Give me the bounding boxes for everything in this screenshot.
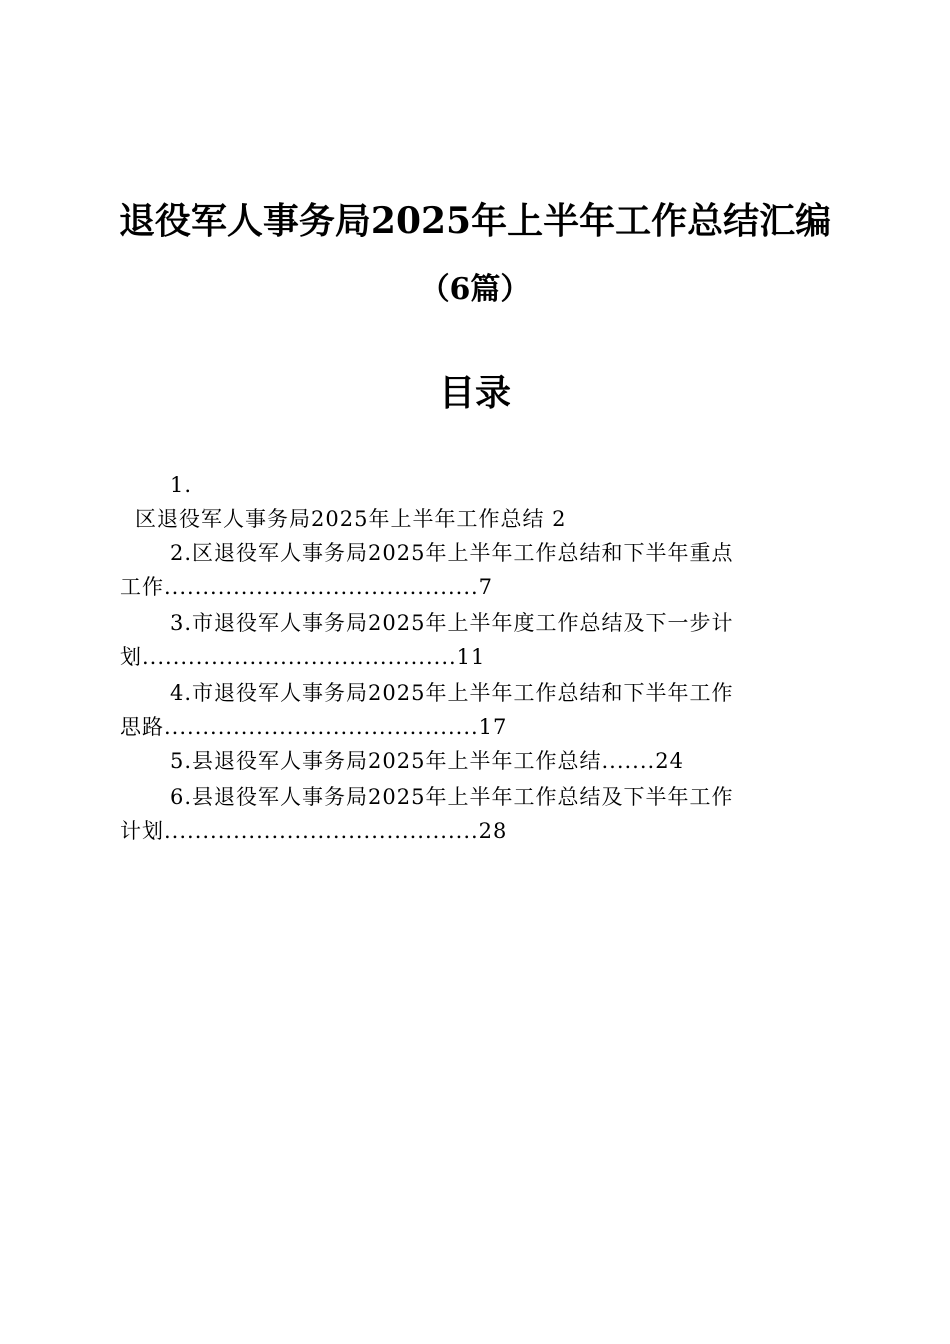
toc-entry-4-line-1[interactable]: 4.市退役军人事务局2025年上半年工作总结和下半年工作 [170,681,734,705]
document-subtitle: （6篇） [419,272,531,307]
toc-entry-6-line-1[interactable]: 6.县退役军人事务局2025年上半年工作总结及下半年工作 [170,785,734,809]
toc-entry-5[interactable]: 5.县退役军人事务局2025年上半年工作总结.......24 [170,749,684,773]
toc-heading: 目录 [438,372,511,414]
toc-entry-2-line-1[interactable]: 2.区退役军人事务局2025年上半年工作总结和下半年重点 [170,541,734,565]
toc-entry-3-line-1[interactable]: 3.市退役军人事务局2025年上半年度工作总结及下一步计 [170,611,734,635]
document-title: 退役军人事务局2025年上半年工作总结汇编 [118,200,832,242]
toc-entry-6-line-2[interactable]: 计划.........................................28 [120,819,508,843]
toc-entry-2-line-2[interactable]: 工作.........................................7 [120,575,494,599]
toc-entry-1-number[interactable]: 1. [170,473,193,497]
toc-entry-1-text[interactable]: 区退役军人事务局2025年上半年工作总结 2 [135,507,567,531]
toc-entry-4-line-2[interactable]: 思路.........................................17 [120,715,508,739]
toc-entry-3-line-2[interactable]: 划.........................................11 [120,645,486,669]
